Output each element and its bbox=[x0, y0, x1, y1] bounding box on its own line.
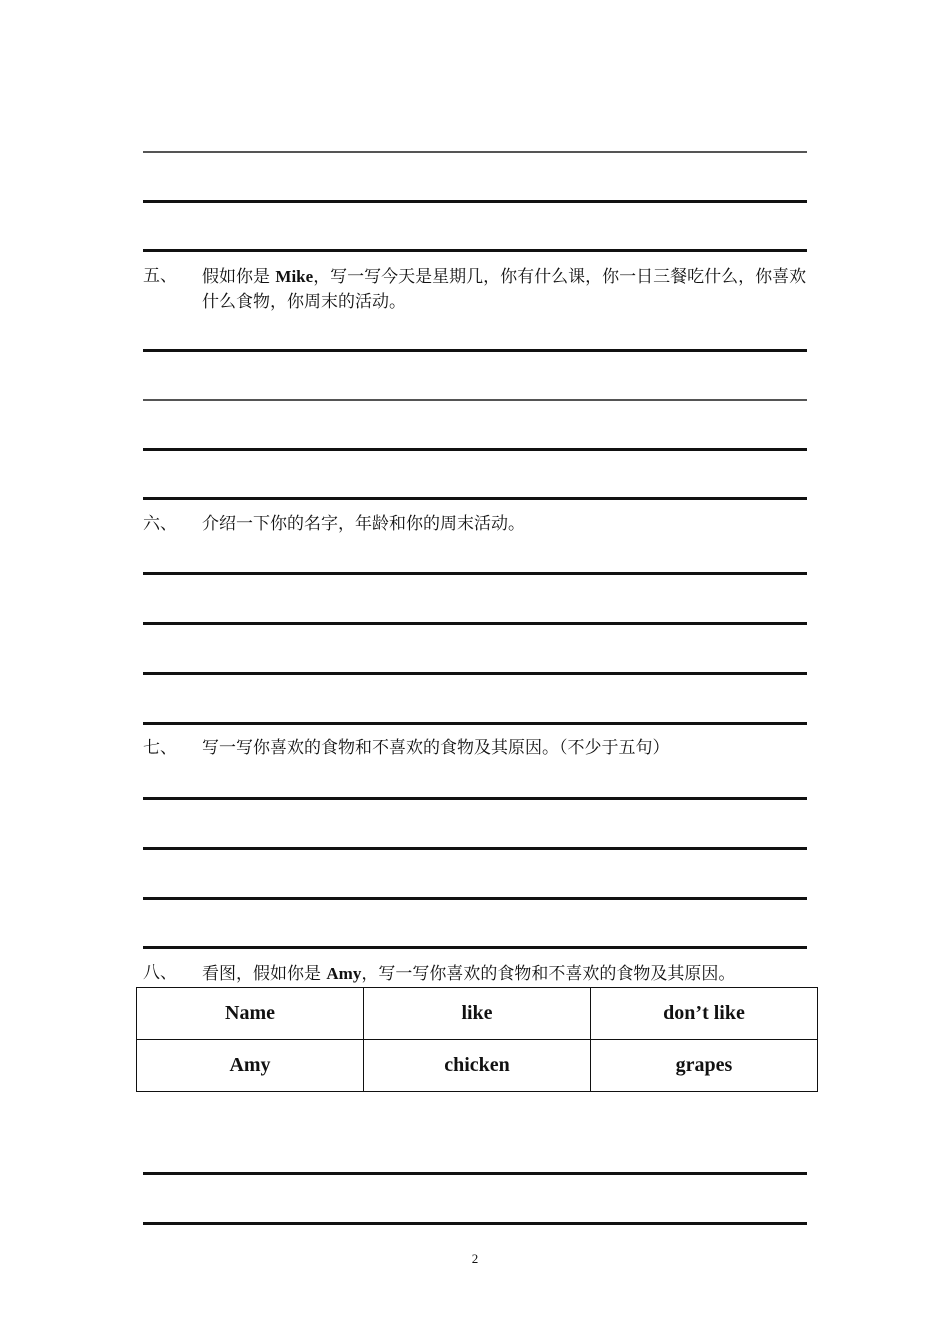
writing-line bbox=[143, 249, 807, 252]
question-text: 介绍一下你的名字，年龄和你的周末活动。 bbox=[202, 514, 525, 534]
writing-line bbox=[143, 946, 807, 949]
writing-line bbox=[143, 572, 807, 575]
writing-line bbox=[143, 1172, 807, 1175]
writing-line bbox=[143, 151, 807, 153]
question-text: 写一写你喜欢的食物和不喜欢的食物及其原因。（不少于五句） bbox=[202, 738, 670, 758]
table-cell: Amy bbox=[137, 1040, 364, 1092]
question-5 bbox=[143, 264, 813, 315]
writing-line bbox=[143, 847, 807, 850]
table-header-row bbox=[137, 988, 818, 1040]
writing-line bbox=[143, 200, 807, 203]
table-cell: chicken bbox=[364, 1040, 591, 1092]
question-8 bbox=[143, 961, 813, 987]
question-text: 看图，假如你是 Amy，写一写你喜欢的食物和不喜欢的食物及其原因。 bbox=[202, 964, 736, 984]
writing-line bbox=[143, 897, 807, 900]
writing-line bbox=[143, 399, 807, 401]
table-header-cell: Name bbox=[137, 988, 364, 1040]
table-header-cell: don’t like bbox=[591, 988, 818, 1040]
writing-line bbox=[143, 622, 807, 625]
table-header-cell: like bbox=[364, 988, 591, 1040]
food-preference-table bbox=[136, 987, 818, 1092]
page-number: 2 bbox=[471, 1251, 479, 1266]
writing-line bbox=[143, 349, 807, 352]
writing-line bbox=[143, 448, 807, 451]
question-number: 五、 bbox=[143, 266, 177, 286]
writing-line bbox=[143, 672, 807, 675]
question-text: 假如你是 Mike，写一写今天是星期几，你有什么课，你一日三餐吃什么，你喜欢什么食物，你周末的活动。 bbox=[202, 267, 807, 312]
writing-line bbox=[143, 1222, 807, 1225]
writing-line bbox=[143, 722, 807, 725]
table-cell: grapes bbox=[591, 1040, 818, 1092]
question-number: 八、 bbox=[143, 963, 177, 983]
question-number: 六、 bbox=[143, 514, 177, 534]
question-7 bbox=[143, 736, 813, 761]
question-number: 七、 bbox=[143, 738, 177, 758]
writing-line bbox=[143, 497, 807, 500]
question-6 bbox=[143, 512, 813, 537]
writing-line bbox=[143, 797, 807, 800]
table-row bbox=[137, 1040, 818, 1092]
